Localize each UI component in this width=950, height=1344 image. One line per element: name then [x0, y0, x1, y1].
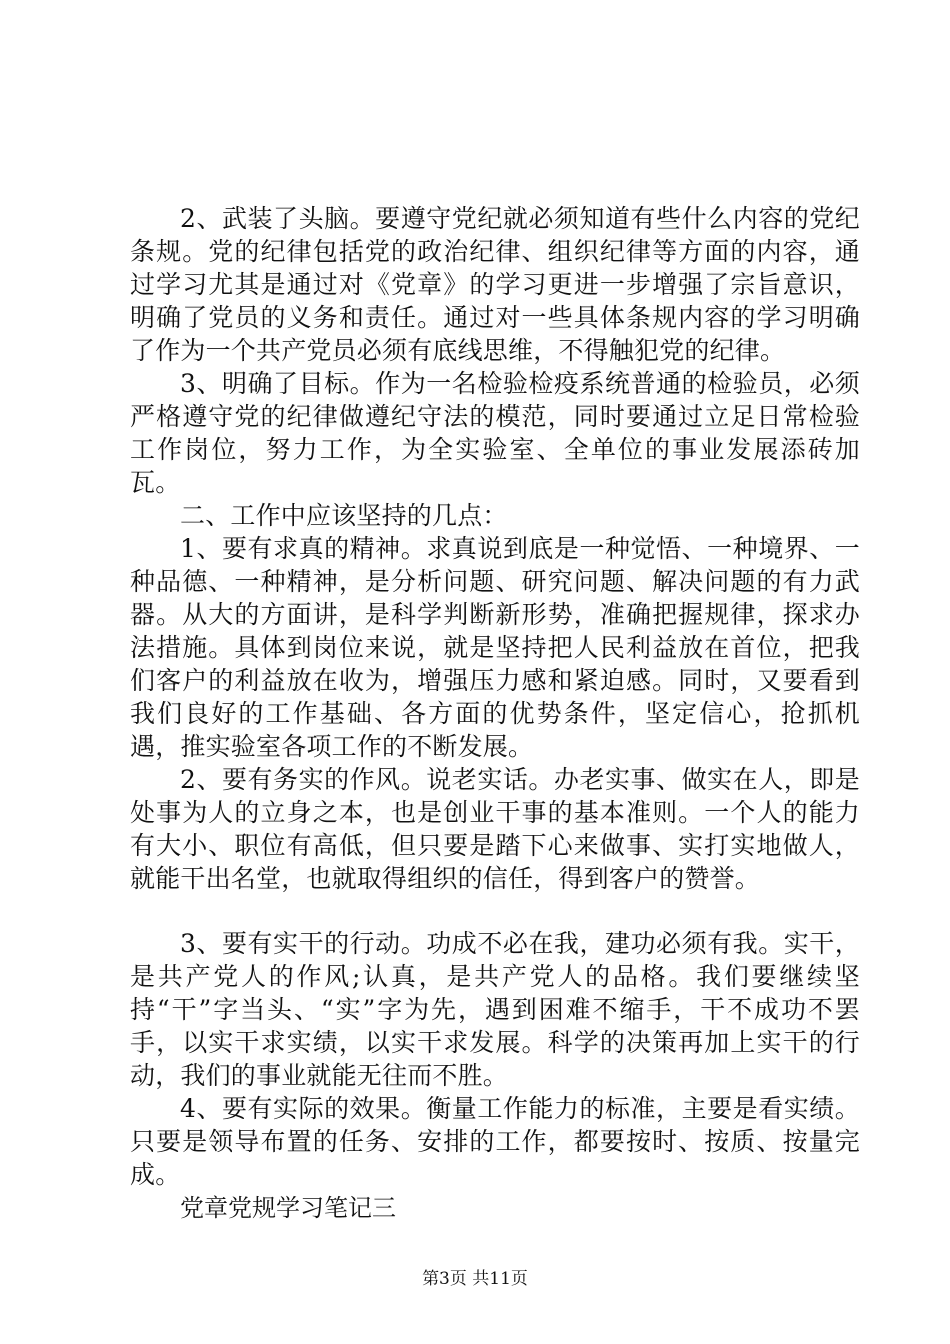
notes-subtitle: 党章党规学习笔记三: [180, 1194, 396, 1222]
paragraph-truth-seeking: 1、要有求真的精神。求真说到底是一种觉悟、一种境界、一种品德、一种精神，是分析问题、研究问题、解决问题的有力武器。从大的方面讲，是科学判断新形势，准确把握规律，探求办法措施。具体到岗位来说，就是坚持把人民利益放在首位，把我们客户的利益放在收为，增强压力感和紧迫感。同时，又要看到我们良好的工作基础、各方面的优势条件，坚定信心，抢抓机遇，推实验室各项工作的不断发展。: [130, 534, 860, 761]
paragraph-gap: [130, 895, 860, 927]
page-number-footer: 第3页 共11页: [422, 1269, 528, 1289]
paragraph-practical-style: 2、要有务实的作风。说老实话。办老实事、做实在人，即是处事为人的立身之本，也是创业干事的基本准则。一个人的能力有大小、职位有高低，但只要是踏下心来做事、实打实地做人，就能干出名堂，也就取得组织的信任，得到客户的赞誉。: [130, 765, 860, 893]
document-body: [130, 202, 860, 1225]
paragraph-clear-goal: 3、明确了目标。作为一名检验检疫系统普通的检验员，必须严格遵守党的纪律做遵纪守法的模范，同时要通过立足日常检验工作岗位，努力工作，为全实验室、全单位的事业发展添砖加瓦。: [130, 369, 860, 497]
paragraph-practical-effect: 4、要有实际的效果。衡量工作能力的标准，主要是看实绩。只要是领导布置的任务、安排的工作，都要按时、按质、按量完成。: [130, 1094, 860, 1189]
section-heading-work-points: 二、工作中应该坚持的几点：: [180, 501, 508, 530]
paragraph-practical-action: 3、要有实干的行动。功成不必在我，建功必须有我。实干，是共产党人的作风;认真，是共产党人的品格。我们要继续坚持“干”字当头、“实”字为先，遇到困难不缩手，干不成功不罢手，以实干求实绩，以实干求发展。科学的决策再加上实干的行动，我们的事业就能无往而不胜。: [130, 929, 860, 1090]
paragraph-armed-mind: 2、武装了头脑。要遵守党纪就必须知道有些什么内容的党纪条规。党的纪律包括党的政治纪律、组织纪律等方面的内容，通过学习尤其是通过对《党章》的学习更进一步增强了宗旨意识，明确了党员的义务和责任。通过对一些具体条规内容的学习明确了作为一个共产党员必须有底线思维，不得触犯党的纪律。: [130, 204, 860, 365]
